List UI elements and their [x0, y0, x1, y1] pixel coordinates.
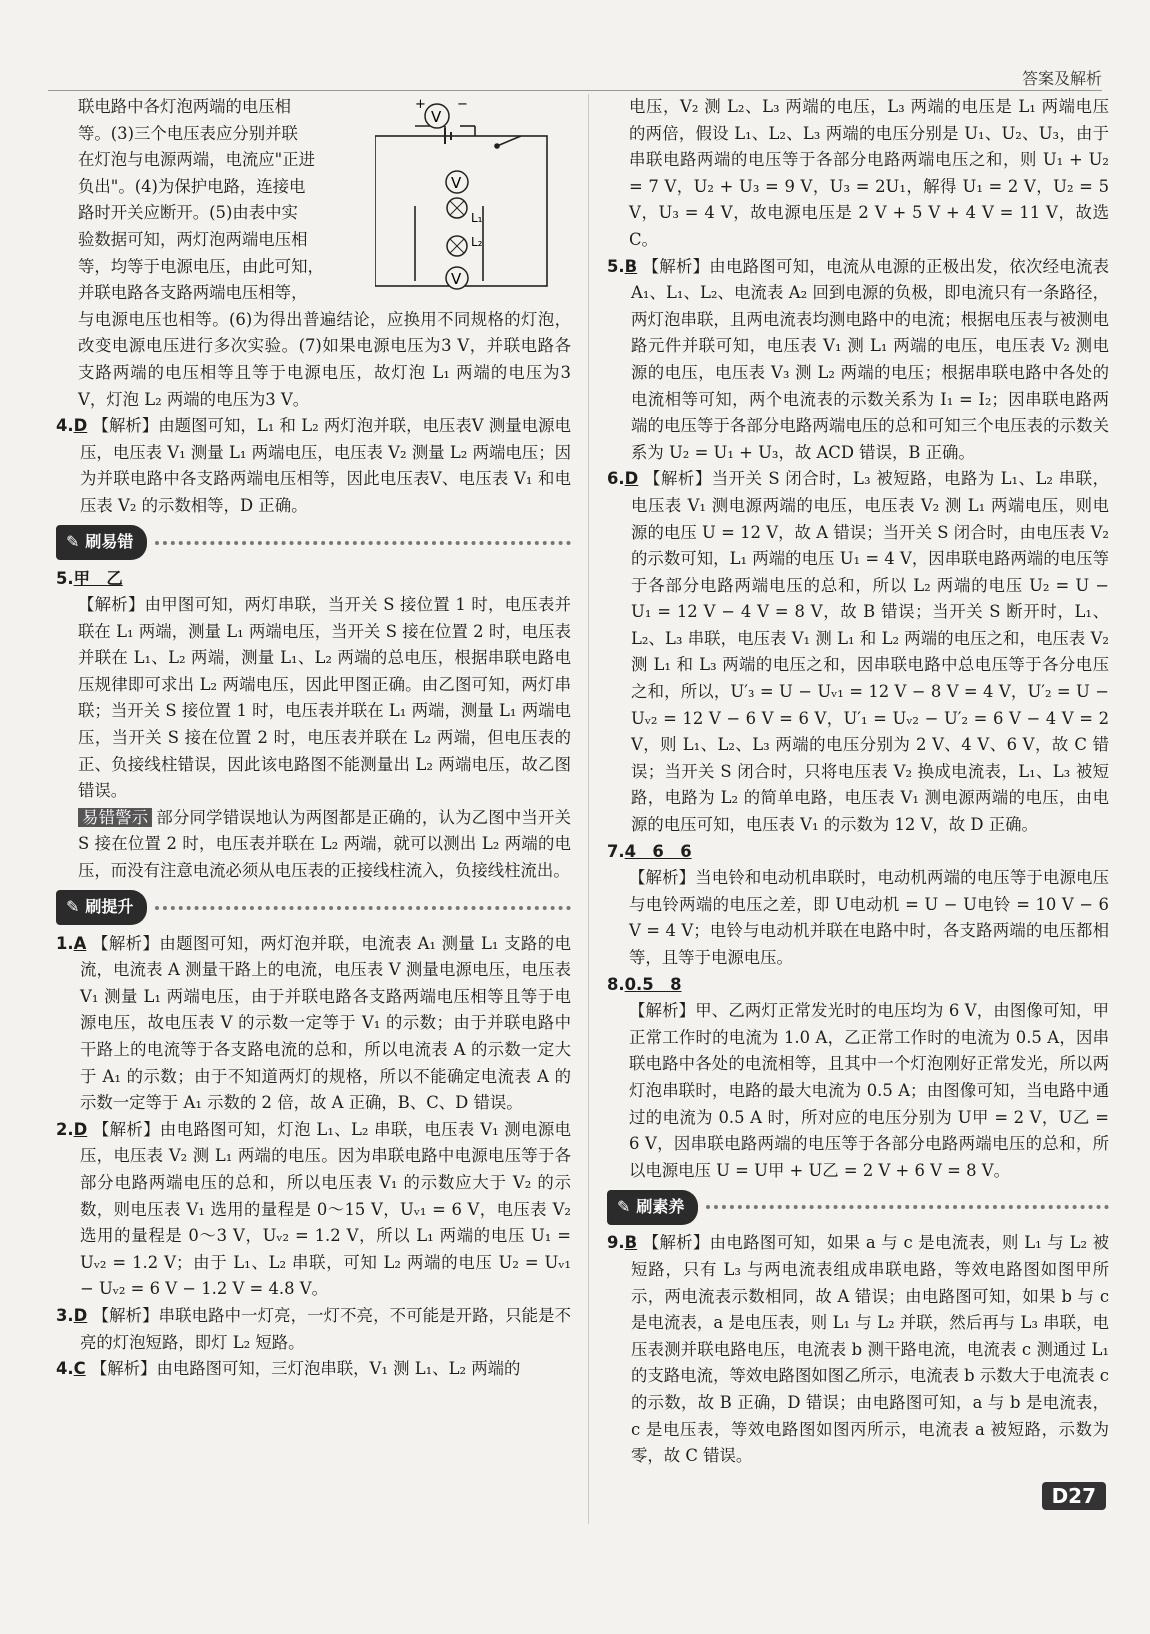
dotted-rule: [155, 906, 571, 910]
answer-item-5b: 5.B 【解析】由电路图可知，电流从电源的正极出发，依次经电流表 A₁、L₁、L₂、电流表 A₂ 回到电源的负极，即电流只有一条路径，两灯泡串联，且两电流表均测电路中的电流；根据电压表与被测电路元件并联可知，电压表 V₁ 测 L₁ 两端的电压，电压表 V₂ 测电源的电压，电压表 V₃ 测 L₂ 两端的电压；根据串联电路中各处的电流相等可知，两个电流表的示数关系为 I₁ = I₂；因串联电路两端的电压等于各部分电路两端电压的总和可知三个电压表的示数关系为 U₂ = U₁ + U₃，故 ACD 错误，B 正确。: [607, 256, 1110, 462]
svg-text:V: V: [451, 174, 462, 192]
svg-text:+: +: [415, 97, 426, 112]
answer-item-4: 4.D 【解析】由题图可知，L₁ 和 L₂ 两灯泡并联，电压表V 测量电源电压，电压表 V₁ 测量 L₁ 两端电压，电压表 V₂ 测量 L₂ 两端电压；因为并联电路中各支路两端电压相等，因此电压表V、电压表 V₁ 和电压表 V₂ 的示数相等，D 正确。: [56, 416, 571, 515]
answer-item-1: 1.A 【解析】由题图可知，两灯泡并联，电流表 A₁ 测量 L₁ 支路的电流，电流表 A 测量干路上的电流，电压表 V 测量电源电压，电压表 V₁ 测量 L₁ 两端电压，由于并联电路各支路两端电压相等且等于电源电压，故电压表 V 的示数一定等于 V₁ 的示数；由于并联电路中干路上的电流等于各支路电流的总和，所以电流表 A 的示数一定大于 A₁ 的示数；由于不知道两灯的规格，所以不能确定电流表 A 的示数一定等于 A₁ 示数的 2 倍，故 A 正确，B、C、D 错误。: [56, 933, 572, 1113]
section-badge: ✎ 刷提升: [56, 890, 147, 925]
answer-item-6: 6.D 【解析】当开关 S 闭合时，L₃ 被短路，电路为 L₁、L₂ 串联，电压表 V₁ 测电源两端的电压，电压表 V₂ 测 L₁ 两端电压，则电源的电压 U = 12 V，故 A 错误；当开关 S 闭合时，由电压表 V₂ 的示数可知，L₁ 两端的电压 U₁ = 4 V，因串联电路两端的电压等于各部分电路两端电压的总和，所以 L₂ 两端的电压 U₂ = U − U₁ = 12 V − 4 V = 8 V，故 B 错误；当开关 S 断开时，L₁、L₂、L₃ 串联，电压表 V₁ 测 L₁ 和 L₂ 两端的电压之和，电压表 V₂ 测 L₁ 和 L₃ 两端的电压之和，因串联电路中总电压等于各分电压之和，所以，U′₃ = U − Uᵥ₁ = 12 V − 8 V = 4 V，U′₂ = U − Uᵥ₂ = 12 V − 6 V = 6 V，U′₁ = Uᵥ₂ − U′₂ = 6 V − 4 V = 2 V，则 L₁、L₂、L₃ 两端的电压分别为 2 V、4 V、6 V，故 C 错误；当开关 S 闭合时，只将电压表 V₂ 换成电流表，L₁、L₃ 被短路，电路为 L₂ 的简单电路，电压表 V₁ 测电源两端的电压，由电源的电压可知，电压表 V₁ 的示数为 12 V，故 D 正确。: [607, 469, 1109, 835]
dotted-rule: [706, 1205, 1109, 1209]
answer-item-5-head: 5.甲 乙: [56, 568, 123, 588]
intro-line: 负出"。(4)为保护电路，连接电: [78, 176, 306, 196]
left-column: [56, 94, 571, 1383]
intro-line: 验数据可知，两灯泡两端电压相: [78, 229, 308, 249]
intro-line: 等。(3)三个电压表应分别并联: [78, 123, 298, 143]
answer-item-8-head: 8.0.5 8: [607, 974, 682, 994]
section-easy-wrong: [56, 526, 571, 560]
answer-item-8-text: 【解析】甲、乙两灯正常发光时的电压均为 6 V，由图像可知，甲正常工作时的电流为 1.0 A，乙正常工作时的电流为 0.5 A，因串联电路中各处的电流相等，且其中一个灯泡刚好正常发光，所以两灯泡串联时，电路的最大电流为 0.5 A；由图像可知，当电路中通过的电流为 0.5 A 时，所对应的电压分别为 U甲 = 2 V，U乙 = 6 V，因串联电路两端的电压等于各部分电路两端电压的总和，所以电源电压 U = U甲 + U乙 = 2 V + 6 V = 8 V。: [629, 1001, 1109, 1180]
svg-text:V: V: [431, 108, 442, 126]
answer-item-9: 9.B 【解析】由电路图可知，如果 a 与 c 是电流表，则 L₁ 与 L₂ 被短路，只有 L₃ 与两电流表组成串联电路，等效电路图如图甲所示，两电流表示数相同，故 A 错误；由电路图可知，如果 b 与 c 是电流表，a 是电压表，则 L₁ 与 L₂ 并联，然后再与 L₃ 串联，电压表测并联电路电压，电流表 b 测干路电流，电流表 c 测通过 L₁ 的支路电流，等效电路图如图乙所示，电流表 b 示数大于电流表 c 的示数，故 B 正确，D 错误；由电路图可知，a 与 b 是电流表，c 是电压表，等效电路图如图丙所示，电流表 a 被短路，示数为零，故 C 错误。: [607, 1233, 1109, 1466]
svg-text:L₂: L₂: [471, 235, 483, 249]
answer-item-4b-continued: 电压，V₂ 测 L₂、L₃ 两端的电压，L₃ 两端的电压是 L₁ 两端电压的两倍，假设 L₁、L₂、L₃ 两端的电压分别是 U₁、U₂、U₃，由于串联电路两端的电压等于各部分电路两端电压之和，则 U₁ + U₂ = 7 V，U₂ + U₃ = 9 V，U₃ = 2U₁，解得 U₁ = 2 V，U₂ = 5 V，U₃ = 4 V，故电源电压是 2 V + 5 V + 4 V = 11 V，故选 C。: [629, 97, 1109, 249]
pen-icon: ✎: [66, 532, 80, 552]
pen-icon: ✎: [66, 897, 80, 917]
section-improve: [56, 891, 571, 925]
svg-text:L₁: L₁: [471, 211, 483, 225]
answer-item-3: 3.D 【解析】串联电路中一灯亮，一灯不亮，不可能是开路，只能是不亮的灯泡短路，即灯 L₂ 短路。: [56, 1305, 571, 1352]
header-rule: [48, 90, 1102, 91]
answer-item-2: 2.D 【解析】由电路图可知，灯泡 L₁、L₂ 串联，电压表 V₁ 测电源电压，电压表 V₂ 测 L₁ 两端的电压。因为串联电路中电源电压等于各部分电路两端电压的总和，所以电压表 V₁ 的示数应大于 V₂ 的示数，则电压表 V₁ 选用的量程是 0～15 V，Uᵥ₁ = 6 V，电压表 V₂ 选用的量程是 0～3 V，Uᵥ₂ = 1.2 V，所以 L₁ 两端的电压 U₁ = Uᵥ₂ = 1.2 V；由于 L₁、L₂ 串联，可知 L₂ 两端的电压 U₂ = Uᵥ₁ − Uᵥ₂ = 6 V − 1.2 V = 4.8 V。: [56, 1119, 571, 1299]
answer-item-5-text: 【解析】由甲图可知，两灯串联，当开关 S 接位置 1 时，电压表并联在 L₁ 两端，测量 L₁ 两端电压，当开关 S 接在位置 2 时，电压表并联在 L₁、L₂ 两端，测量 L₁、L₂ 两端的总电压，根据串联电路电压规律即可求出 L₂ 两端电压，因此甲图正确。由乙图可知，两灯串联；当开关 S 接位置 1 时，电压表并联在 L₁ 两端，测量 L₁ 两端电压，当开关 S 接在位置 2 时，电压表并联在 L₂ 两端，但电压表的正、负接线柱错误，因此该电路图不能测量出 L₂ 两端电压，故乙图错误。: [78, 595, 571, 801]
warning-tag: 易错警示: [78, 808, 152, 827]
dotted-rule: [155, 541, 571, 545]
intro-line: 并联电路各支路两端电压相等，: [78, 283, 308, 303]
answer-item-7-head: 7.4 6 6: [607, 841, 692, 861]
section-badge: ✎ 刷易错: [56, 525, 147, 560]
intro-line: 在灯泡与电源两端，电流应"正进: [78, 150, 316, 170]
intro-paragraph-rest: 与电源电压也相等。(6)为得出普遍结论，应换用不同规格的灯泡，改变电源电压进行多次实验。(7)如果电源电压为3 V，并联电路各支路两端的电压相等且等于电源电压，故灯泡 L₁ 两端的电压为3 V，灯泡 L₂ 两端的电压为3 V。: [78, 309, 571, 409]
intro-wrapped-lines: [56, 94, 386, 307]
intro-line: 联电路中各灯泡两端的电压相: [78, 97, 292, 116]
pen-icon: ✎: [617, 1197, 631, 1217]
column-divider: [588, 94, 589, 1524]
answer-item-7-text: 【解析】当电铃和电动机串联时，电动机两端的电压等于电源电压与电铃两端的电压之差，即 U电动机 = U − U电铃 = 10 V − 6 V = 4 V；电铃与电动机并联在电路中时，各支路两端的电压都相等，且等于电源电压。: [629, 868, 1109, 967]
section-badge: ✎ 刷素养: [607, 1190, 698, 1225]
mistake-warning: 易错警示 部分同学错误地认为两图都是正确的，认为乙图中当开关 S 接在位置 2 时，电压表并联在 L₂ 两端，就可以测出 L₂ 两端的电压，而没有注意电流必须从电压表的正接线柱流入，负接线柱流出。: [78, 807, 572, 881]
answer-item-4b: 4.C 【解析】由电路图可知，三灯泡串联，V₁ 测 L₁、L₂ 两端的: [56, 1359, 521, 1379]
page-number: D27: [1042, 1482, 1106, 1510]
section-quality: [607, 1190, 1109, 1224]
right-column: [607, 94, 1109, 1470]
intro-line: 等，均等于电源电压，由此可知，: [78, 256, 324, 276]
intro-line: 路时开关应断开。(5)由表中实: [78, 203, 298, 223]
header-label: 答案及解析: [1021, 69, 1102, 88]
svg-text:−: −: [457, 97, 468, 112]
svg-text:V: V: [451, 270, 462, 288]
